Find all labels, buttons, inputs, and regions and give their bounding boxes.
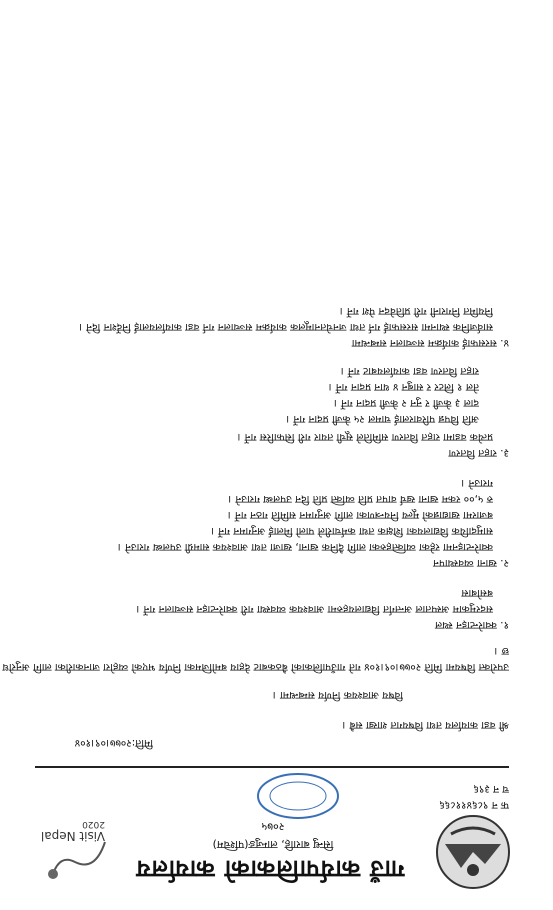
letter-date: मिति:२०७७।०९।१०४ [74, 737, 153, 749]
item2-title: २. खाना व्यवस्थापन [433, 557, 509, 569]
item3-list-item: राहत वितरण वडा कार्यालयबाट गर्ने । [340, 365, 479, 377]
item1-line1: सदरमुकाम अस्पताल अन्तर्गत विद्यालयहरुमा आवश्यक व्यवस्था गरी क्वारेन्टाइन सञ्चालन गर्ने । [136, 603, 493, 615]
item2-line1: क्वारेन्टाइनमा रहेका व्यक्तिहरुका लागि दैनिक खाना, खाजा तथा आवश्यक सामग्री उपलब्ध गराउने । [117, 541, 493, 553]
visit-nepal-logo [25, 820, 115, 892]
office-stamp [253, 770, 343, 822]
item2-line4: रु ५,०० रकम खाना खर्च वापत प्रति व्यक्ति प्रति दिन उपलब्ध गराउने । [228, 493, 493, 505]
phone-number: फ न ९८६४११८६६ [439, 799, 509, 811]
recipient: श्री वडा कार्यालय तथा विषयगत शाखा सबै । [342, 719, 509, 731]
address: सिन्धु बाराहि, लाम्जुङ(पश्चिम) [212, 838, 334, 851]
item2-line5: गराउने । [461, 477, 493, 489]
item4-title: ४. सरसफाई कार्यक्रम सञ्चालन सम्बन्धमा [351, 337, 509, 349]
header-divider [35, 766, 509, 768]
svg-text:2020: 2020 [82, 820, 105, 829]
item3-list-item: अति विपन्न परिवारलाई चामल २५ केजी प्रदान गर्ने । [286, 413, 479, 425]
item1-line2: बसोबास [461, 587, 493, 599]
year: २०७५ [261, 820, 285, 833]
item4-line1: सार्वजनिक स्थानमा सरसफाई गर्न तथा जनचेतनामूलक कार्यक्रम सञ्चालन गर्न वडा कार्यालयलाई निर्देशन दिने । [78, 321, 493, 333]
item1-title: १. क्वारेन्टाइन स्थल [434, 619, 509, 631]
office-title: गाउँ कार्यपालिकाको कार्यालय [135, 855, 405, 883]
item4-line2: नियमित निगरानी गरी प्रतिवेदन पेश गर्ने । [339, 305, 493, 317]
item3-list-item: तेल १ लिटर र साबुन ४ थान प्रदान गर्ने । [328, 381, 479, 393]
intro-line-2: छ । [494, 645, 509, 657]
svg-text:Visit Nepal: Visit Nepal [40, 829, 105, 843]
subject: विषय आवश्यक निर्णय सम्बन्धमा । [272, 689, 403, 701]
item2-line2: सामुदायिक विद्यालयका शिक्षक तथा कर्मचारीले पालो मिलाई अनुगमन गर्ने । [210, 525, 493, 537]
item3-list-item: दाल ३ केजी र नुन २ केजी प्रदान गर्ने । [333, 397, 479, 409]
item2-line3: बजारमा खाद्यान्नको मूल्य नियन्त्रणका लागि अनुगमन समिति गठन गर्ने । [227, 509, 493, 521]
item3-line1: प्रत्येक वडामा राहत वितरण समितिले सूची तयार गरी सिफारिस गर्ने । [237, 431, 493, 443]
dispatch-number: च न ३९६ [473, 783, 509, 795]
government-emblem-icon [433, 812, 513, 892]
intro-line-1: उपरोक्त विषयमा मिति २०७७।०९।१०४ गते गाउँपालिकाको बैठकबाट देहाय बमोजिमका निर्णय भएको व्यहोरा जानकारीका लागि अनुरोध [2, 661, 509, 673]
item3-title: ३. राहत वितरण [448, 447, 509, 459]
